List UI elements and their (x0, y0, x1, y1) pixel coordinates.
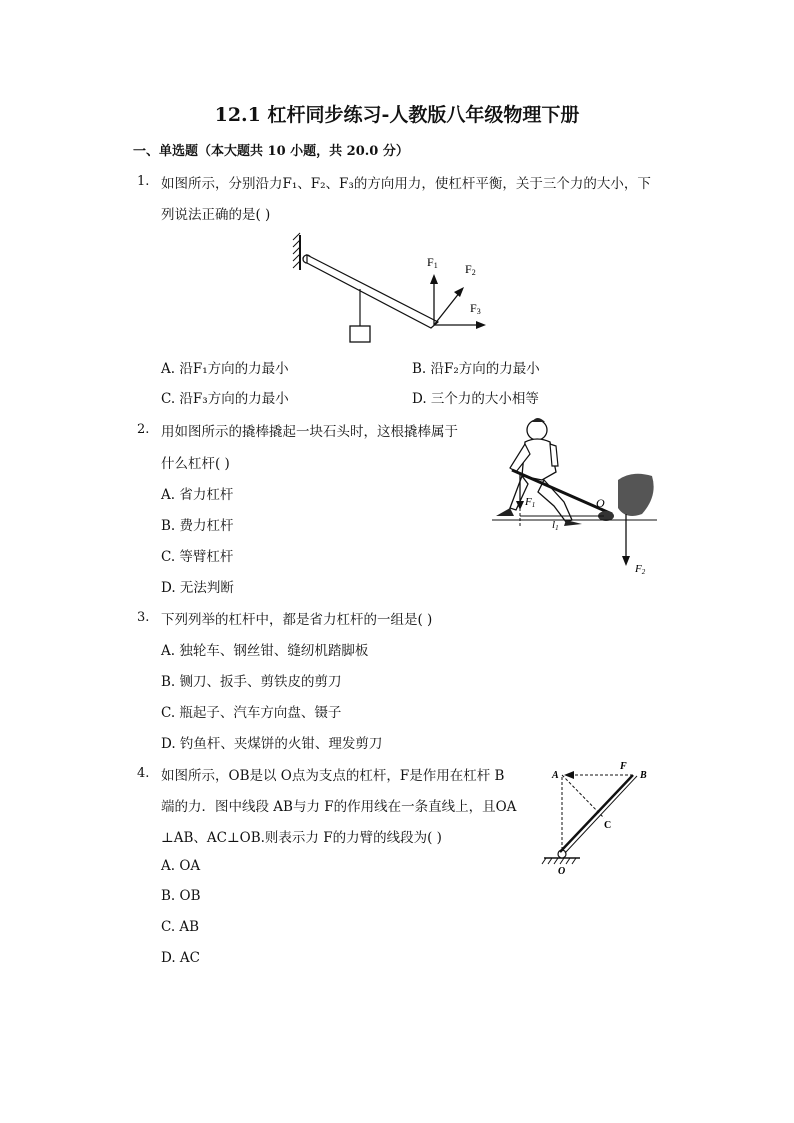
question-2-option-b[interactable]: B. 费力杠杆 (161, 518, 234, 534)
question-1-option-b[interactable]: B. 沿F₂方向的力最小 (412, 361, 540, 377)
question-3-option-c[interactable]: C. 瓶起子、汽车方向盘、镊子 (161, 705, 342, 721)
question-2-option-a[interactable]: A. 省力杠杆 (161, 487, 234, 503)
label-f1: F1 (525, 496, 536, 509)
question-2-option-c[interactable]: C. 等臂杠杆 (161, 549, 234, 565)
label-f2: F2 (635, 563, 646, 576)
question-1-number: 1. (137, 174, 150, 189)
label-f2: F2 (465, 262, 476, 277)
label-l1: l1 (552, 519, 559, 532)
question-4-option-c[interactable]: C. AB (161, 919, 200, 935)
question-2-option-d[interactable]: D. 无法判断 (161, 580, 234, 596)
question-2-number: 2. (137, 422, 150, 437)
label-b: B (640, 770, 647, 781)
label-f3: F3 (470, 301, 481, 316)
question-4-number: 4. (137, 766, 150, 781)
question-3-option-a[interactable]: A. 独轮车、钢丝钳、缝纫机踏脚板 (161, 643, 369, 659)
label-c: C (604, 820, 612, 831)
question-2-crowbar-figure (492, 410, 662, 580)
question-4-option-d[interactable]: D. AC (161, 950, 201, 966)
question-4-option-a[interactable]: A. OA (161, 858, 201, 874)
question-1-option-a[interactable]: A. 沿F₁方向的力最小 (161, 361, 289, 377)
question-4-line-1: 如图所示，OB是以 O点为支点的杠杆，F是作用在杠杆 B (161, 768, 505, 784)
question-4-option-b[interactable]: B. OB (161, 888, 201, 904)
question-4-line-3: ⊥AB、AC⊥OB.则表示力 F的力臂的线段为( ) (161, 830, 442, 846)
question-3-line-1: 下列列举的杠杆中，都是省力杠杆的一组是( ) (161, 612, 433, 628)
page-title: 12.1 杠杆同步练习-人教版八年级物理下册 (214, 104, 580, 126)
question-3-option-d[interactable]: D. 钓鱼杆、夹煤饼的火钳、理发剪刀 (161, 736, 383, 752)
question-1-lever-figure (290, 230, 500, 350)
question-1-line-2: 列说法正确的是( ) (161, 207, 271, 223)
label-o: O (596, 496, 605, 510)
label-a: A (552, 770, 559, 781)
question-1-option-d[interactable]: D. 三个力的大小相等 (412, 391, 539, 407)
question-2-line-1: 用如图所示的撬棒撬起一块石头时，这根撬棒属于 (161, 424, 458, 440)
question-4-line-2: 端的力．图中线段 AB与力 F的作用线在一条直线上，且OA (161, 799, 517, 815)
label-o: O (558, 866, 566, 877)
question-4-lever-figure (540, 758, 690, 880)
question-1-line-1: 如图所示，分别沿力F₁、F₂、F₃的方向用力，使杠杆平衡，关于三个力的大小，下 (161, 176, 651, 192)
question-3-number: 3. (137, 610, 150, 625)
label-f1: F1 (427, 255, 438, 270)
question-2-line-2: 什么杠杆( ) (161, 456, 230, 472)
question-3-option-b[interactable]: B. 铡刀、扳手、剪铁皮的剪刀 (161, 674, 342, 690)
label-f: F (620, 761, 627, 772)
section-heading: 一、单选题（本大题共 10 小题，共 20.0 分） (133, 144, 409, 159)
question-1-option-c[interactable]: C. 沿F₃方向的力最小 (161, 391, 289, 407)
